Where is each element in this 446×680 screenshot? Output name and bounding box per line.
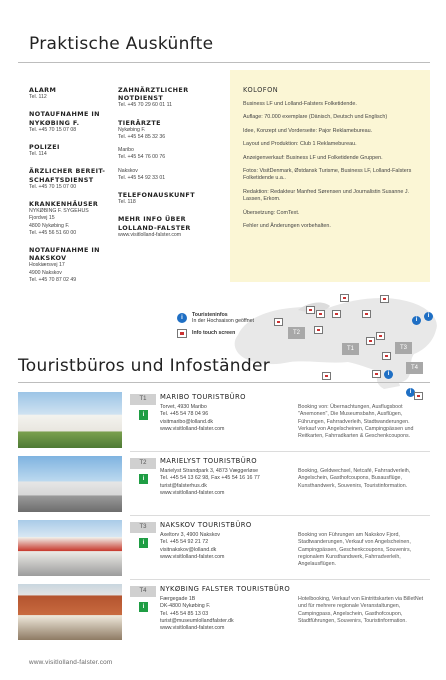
entry-line: Tel. 114	[29, 151, 47, 158]
office-row	[0, 390, 446, 450]
legend-touch	[177, 329, 254, 338]
info_col2-entry	[118, 119, 222, 182]
office-link[interactable]: www.visitlolland-falster.com	[160, 625, 225, 632]
office-photo	[18, 392, 122, 448]
info_col1-entry	[29, 110, 115, 134]
touch-screen-marker-icon[interactable]	[314, 326, 323, 334]
entry-line: Tel. +45 54 85 32 36	[118, 134, 166, 141]
office-link[interactable]: www.visitlolland-falster.com	[160, 489, 225, 496]
office-name: NAKSKOV TOURISTBÜRO	[160, 521, 252, 529]
touch-screen-marker-icon[interactable]	[376, 332, 385, 340]
touch-screen-marker-icon[interactable]	[306, 306, 315, 314]
entry-line: Tel. +45 70 29 60 01 11	[118, 102, 172, 109]
entry-line: Tel. +45 70 15 07 00	[29, 183, 77, 190]
map-legend	[177, 312, 254, 338]
entry-title: TELEFONAUSKUNFT	[118, 191, 195, 200]
info_col1-entry	[29, 167, 115, 191]
office-contact-line: Tel. +45 54 85 13 03	[160, 610, 209, 617]
office-contact-line: Tel. +45 54 92 21 72	[160, 539, 209, 546]
touch-screen-marker-icon[interactable]	[322, 372, 331, 380]
entry-title: NOTAUFNAHME IN NYKØBING F.	[29, 110, 100, 127]
map-label-t2: T2	[288, 327, 305, 339]
office-row	[0, 518, 446, 578]
touch-screen-marker-icon[interactable]	[382, 352, 391, 360]
kolofon-paragraph: Layout und Produktion: Club 1 Reklamebureau.	[243, 141, 357, 148]
office-photo	[18, 520, 122, 576]
kolofon-paragraph: Fehler und Änderungen vorbehalten.	[243, 223, 331, 230]
office-photo	[18, 456, 122, 512]
touch-screen-marker-icon[interactable]	[332, 310, 341, 318]
office-code: T1	[130, 394, 156, 405]
info-column-1	[29, 86, 115, 293]
info-icon: i	[139, 602, 148, 612]
info-icon: i	[139, 538, 148, 548]
info-marker-icon[interactable]: i	[384, 370, 393, 379]
kolofon-paragraph: Auflage: 70.000 exemplare (Dänisch, Deutsch und Englisch)	[243, 114, 388, 121]
map-label-t3: T3	[395, 342, 412, 354]
touch-screen-marker-icon[interactable]	[340, 294, 349, 302]
office-contact-line: Færgegade 1B	[160, 596, 196, 602]
office-contact	[160, 596, 234, 632]
entry-line: Tel. +45 54 76 00 76	[118, 154, 166, 161]
legend-touristeninfo-sub: In der Hochsaison geöffnet	[192, 318, 254, 325]
office-code: T4	[130, 586, 156, 597]
entry-title: ZAHNÄRZTLICHER NOTDIENST	[118, 86, 189, 103]
info-icon: i	[177, 313, 187, 323]
touch-screen-marker-icon[interactable]	[366, 337, 375, 345]
entry-line: Tel. +45 70 87 02 49	[29, 276, 77, 283]
kolofon-paragraph: Business LF und Lolland-Falsters Folketidende.	[243, 101, 357, 107]
entry-title: TIERÄRZTE	[118, 118, 161, 127]
office-link[interactable]: www.visitlolland-falster.com	[160, 553, 225, 560]
office-name: MARIBO TOURISTBÜRO	[160, 393, 246, 401]
entry-line: Nykøbing F.	[118, 126, 146, 133]
entry-title: NOTAUFNAHME IN NAKSKOV	[29, 246, 100, 263]
title-divider	[18, 62, 430, 63]
office-link[interactable]: www.visitlolland-falster.com	[160, 425, 225, 432]
kolofon-paragraph: Übersetzung: ComText.	[243, 209, 300, 216]
row-divider	[130, 451, 430, 452]
office-contact	[160, 468, 260, 497]
touch-screen-icon	[177, 329, 187, 338]
kolofon-paragraph: Idee, Konzept und Vorderseite: Pajor Reklamebureau.	[243, 127, 373, 134]
office-contact-line: Tel. +45 54 13 62 98, Fax +45 54 16 16 77	[160, 475, 260, 482]
page-title: Praktische Auskünfte	[29, 34, 214, 54]
entry-line: www.visitlolland-falster.com	[118, 231, 182, 238]
info_col1-entry	[29, 86, 115, 101]
row-divider	[130, 579, 430, 580]
office-contact	[160, 404, 224, 433]
kolofon-title: KOLOFON	[243, 86, 279, 94]
office-code: T2	[130, 458, 156, 469]
section-divider	[18, 382, 430, 383]
info_col2-entry	[118, 215, 222, 239]
office-description: Booking von Führungen am Nakskov Fjord, Stadtwanderungen, Verkauf von Angelscheinen, Campingpässen, Geschenkcoupons, Souvenirs, regionalem Kunsthandwerk, Fahrradverleih, Angelausflügen.	[298, 532, 412, 568]
entry-line: Tel. +45 70 15 07 08	[29, 126, 77, 133]
row-divider	[130, 515, 430, 516]
kolofon-paragraph: Anzeigenverkauf: Business LF und Folketidende Gruppen.	[243, 154, 383, 161]
touch-screen-marker-icon[interactable]	[316, 310, 325, 318]
entry-line: NYKØBING F. SYGEHUS	[29, 208, 89, 215]
info_col2-entry	[118, 191, 222, 206]
touch-screen-marker-icon[interactable]	[372, 370, 381, 378]
entry-title: POLIZEI	[29, 143, 60, 152]
info-marker-icon[interactable]: i	[406, 388, 415, 397]
office-contact-line: Marielyst Strandpark 3, 4873 Væggerløse	[160, 468, 259, 474]
info_col1-entry	[29, 246, 115, 284]
office-contact-line: DK-4800 Nykøbing F.	[160, 603, 211, 610]
kolofon-box	[230, 70, 430, 282]
office-contact-line: Torvet, 4930 Maribo	[160, 404, 207, 410]
kolofon-paragraph: Redaktion: Redakteur Manfred Sørensen und Journalistin Susanne J. Lassen, Erkom.	[243, 188, 410, 203]
info_col1-entry	[29, 200, 115, 237]
entry-line: 4900 Nakskov	[29, 269, 62, 276]
kolofon-text	[243, 101, 418, 230]
section-title: Touristbüros und Infoständer	[18, 356, 271, 376]
entry-line: 4800 Nykøbing F.	[29, 222, 70, 229]
entry-line: Nakskov	[118, 167, 138, 174]
info-icon: i	[139, 410, 148, 420]
entry-title: ÄRZLICHER BEREIT-SCHAFTSDIENST	[29, 167, 106, 184]
office-description: Booking von: Übernachtungen, Ausflugsboot "Anemonen", Die Museumsbahn, Ausflügen, Führungen, Fahrradverleih, Stadtwanderungen. Verkauf von Angelscheinen, Campingpässen und Reitkarten, Fahrradkarten & Geschenkcoupons.	[298, 404, 414, 440]
info_col2-entry	[118, 86, 222, 110]
office-code: T3	[130, 522, 156, 533]
office-row	[0, 454, 446, 514]
entry-line: Hoskiærsvej 17	[29, 262, 65, 269]
info-marker-icon[interactable]: i	[412, 316, 421, 325]
office-contact	[160, 532, 224, 561]
entry-title: KRANKENHÄUSER	[29, 200, 99, 209]
entry-line: Tel. +45 54 92 33 01	[118, 174, 166, 181]
kolofon-paragraph: Fotos: VisitDenmark, Østdansk Turisme, Business LF, Lolland-Falsters Folketidende u.a..	[243, 168, 412, 182]
touch-screen-marker-icon[interactable]	[380, 295, 389, 303]
footer-url[interactable]: www.visitlolland-falster.com	[29, 659, 113, 666]
office-name: MARIELYST TOURISTBÜRO	[160, 457, 257, 465]
info-icon: i	[139, 474, 148, 484]
info-marker-icon[interactable]: i	[424, 312, 433, 321]
map-label-t4: T4	[406, 362, 423, 374]
entry-line: Tel. +45 56 51 60 00	[29, 229, 77, 236]
office-link[interactable]: turist@falsterhus.dk	[160, 482, 207, 489]
entry-line: Fjordvej 15	[29, 215, 55, 222]
office-contact-line: Axeltorv 3, 4900 Nakskov	[160, 532, 221, 538]
info-column-2	[118, 86, 222, 248]
entry-line: Tel. 118	[118, 199, 136, 206]
touch-screen-marker-icon[interactable]	[362, 310, 371, 318]
entry-line: Maribo	[118, 147, 134, 154]
info_col1-entry	[29, 143, 115, 158]
office-link[interactable]: visitnakskov@lolland.dk	[160, 546, 217, 553]
legend-touristeninfo-label: Touristeninfos	[192, 312, 228, 318]
touch-screen-marker-icon[interactable]	[274, 318, 283, 326]
office-link[interactable]: visitmaribo@lolland.dk	[160, 418, 214, 425]
legend-touristeninfo	[177, 312, 254, 325]
entry-title: MEHR INFO ÜBER LOLLAND-FALSTER	[118, 215, 191, 232]
office-description: Hotelbooking, Verkauf von Eintrittskarten via BilletNet und für mehrere regionale Veranstaltungen, Campingpass, Angelschein, Gasthofcoupon, Stadtführungen, Souvenirs, Touristinformation.	[298, 596, 424, 624]
entry-title: ALARM	[29, 86, 57, 94]
office-row	[0, 582, 446, 642]
map-label-t1: T1	[342, 343, 359, 355]
office-photo	[18, 584, 122, 640]
office-link[interactable]: turist@museumlollandfalster.dk	[160, 617, 234, 624]
office-name: NYKØBING FALSTER TOURISTBÜRO	[160, 585, 291, 593]
office-description: Booking, Geldwechsel, Netcafé, Fahrradverleih, Angelschein, Gasthofcoupons, Busausflüge, Kunsthandwerk, Souvenirs, Touristinformation.	[298, 468, 411, 489]
entry-line: Tel. 112	[29, 94, 47, 101]
office-contact-line: Tel. +45 54 78 04 96	[160, 411, 209, 418]
legend-touch-label: Info touch screen	[192, 330, 236, 337]
